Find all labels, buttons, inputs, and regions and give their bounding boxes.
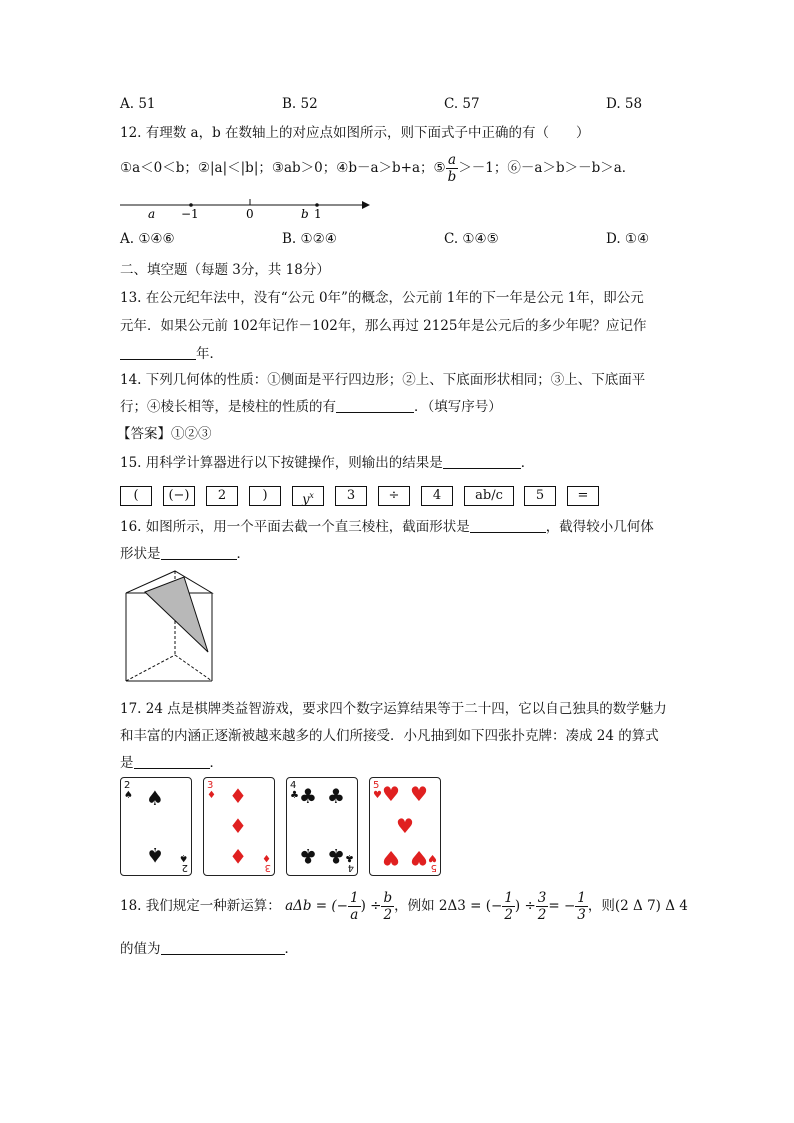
- card-rank: 4: [347, 862, 354, 873]
- q13-line1: 13. 在公元纪年法中，没有“公元 0年”的概念，公元前 1年的下一年是公元 1年，即公元: [120, 290, 644, 306]
- spade-icon: ♠: [179, 852, 188, 863]
- q16-line2-suffix: ．: [236, 546, 250, 562]
- q16-line1-prefix: 16. 如图所示，用一个平面去截一个直三棱柱，截面形状是: [120, 519, 470, 535]
- frac-num: 1: [577, 890, 586, 906]
- club-icon: ♣: [327, 844, 345, 868]
- q18-ex-frac2: [536, 890, 549, 923]
- calc-key-equals: =: [567, 486, 599, 506]
- power-sup: x: [309, 491, 314, 500]
- calc-key-5: 5: [524, 486, 556, 506]
- q17-answer-blank[interactable]: [134, 754, 210, 769]
- q12-option-a: A. ①④⑥: [120, 231, 175, 247]
- spade-icon: ♠: [146, 786, 164, 810]
- heart-icon: ♥: [410, 782, 428, 806]
- q12-fraction: [446, 152, 459, 185]
- q16-line1-suffix: ，截得较小几何体: [545, 519, 654, 535]
- heart-icon: ♥: [382, 846, 400, 870]
- frac-num: 1: [504, 890, 513, 906]
- club-icon: ♣: [327, 784, 345, 808]
- q17-line2: 和丰富的内涵正逐渐被越来越多的人们所接受．小凡抽到如下四张扑克牌：凑成 24 的算式: [120, 728, 659, 744]
- calc-key-open-paren: (: [120, 486, 152, 506]
- q17-line3-suffix: ．: [209, 755, 223, 771]
- q14-answer: 【答案】①②③: [117, 426, 212, 442]
- prism-hidden-right-base-edge: [175, 655, 212, 681]
- q12-option-d: D. ①④: [606, 231, 650, 247]
- q13-line3: [120, 342, 223, 362]
- heart-icon: ♥: [373, 790, 382, 801]
- q11-option-a: A. 51: [120, 96, 156, 112]
- q12-frac-num: a: [446, 152, 459, 169]
- q18-def-frac1: [348, 890, 361, 923]
- calc-key-divide: ÷: [378, 486, 410, 506]
- q18-def-mid: ) ÷: [360, 898, 382, 914]
- axis-label-b: b: [301, 207, 309, 221]
- q11-option-b: B. 52: [282, 96, 318, 112]
- card-rank: 2: [124, 780, 131, 791]
- q11-option-d: D. 58: [606, 96, 643, 112]
- q16-line2: [120, 542, 250, 562]
- power-base: y: [302, 492, 310, 508]
- club-icon: ♣: [299, 844, 317, 868]
- calc-key-4: 4: [421, 486, 453, 506]
- card-2-spades: [120, 777, 192, 876]
- q12-option-c: C. ①④⑤: [444, 231, 499, 247]
- card-rank: 5: [373, 780, 380, 791]
- q18-def-left: aΔb = (−: [285, 898, 348, 914]
- heart-icon: ♥: [428, 852, 437, 863]
- diamond-icon: ♦: [262, 852, 271, 863]
- prism-figure: [120, 567, 220, 685]
- q18-line2-prefix: 的值为: [120, 941, 161, 957]
- q13-line2: 元年．如果公元前 102年记作－102年，那么再过 2125年是公元后的多少年呢？应记作: [120, 318, 647, 334]
- q14-line2-suffix: ．（填写序号）: [414, 399, 502, 415]
- q15-stem: [120, 451, 534, 471]
- q15-stem-suffix: ．: [520, 455, 535, 471]
- frac-num: 1: [349, 890, 359, 906]
- calc-key-close-paren: ): [249, 486, 281, 506]
- q15-stem-prefix: 15. 用科学计算器进行以下按键操作，则输出的结果是: [120, 455, 443, 471]
- card-4-clubs: [286, 777, 358, 876]
- card-rank: 4: [290, 780, 297, 791]
- q18-example-prefix: ，例如 2Δ3 = (−: [394, 898, 503, 914]
- card-3-diamonds: [203, 777, 275, 876]
- heart-icon: ♥: [410, 846, 428, 870]
- card-5-hearts: [369, 777, 441, 876]
- number-line: [118, 194, 373, 224]
- frac-num: b: [383, 890, 393, 906]
- q16-blank1[interactable]: [470, 518, 546, 533]
- heart-icon: ♥: [396, 814, 414, 838]
- calc-key-fraction: ab/c: [464, 486, 514, 506]
- section2-title: 二、填空题（每题 3分，共 18分）: [120, 262, 330, 278]
- frac-den: 3: [577, 907, 586, 923]
- q14-line2: [120, 395, 502, 415]
- q13-answer-blank[interactable]: [120, 345, 196, 360]
- diamond-icon: ♦: [229, 784, 247, 808]
- cross-section-triangle: [145, 577, 208, 652]
- q18-line1: [120, 890, 688, 923]
- frac-den: a: [350, 907, 359, 923]
- q12-option-b: B. ①②④: [282, 231, 337, 247]
- q11-option-c: C. 57: [444, 96, 480, 112]
- club-icon: ♣: [290, 790, 299, 801]
- axis-label-neg1: −1: [181, 207, 199, 221]
- calc-key-3: 3: [335, 486, 367, 506]
- prism-hidden-left-base-edge: [126, 655, 175, 681]
- q17-line3: [120, 751, 223, 771]
- club-icon: ♣: [345, 852, 354, 863]
- q18-answer-blank[interactable]: [161, 940, 285, 955]
- heart-icon: ♥: [382, 782, 400, 806]
- q18-line2: [120, 937, 298, 957]
- axis-label-a: a: [148, 207, 156, 221]
- spade-icon: ♠: [124, 790, 133, 801]
- q17-line1: 17. 24 点是棋牌类益智游戏，要求四个数字运算结果等于二十四，它以自己独具的数学魅力: [120, 701, 667, 717]
- q16-line1: [120, 515, 654, 535]
- card-rank: 2: [181, 862, 188, 873]
- q14-line2-prefix: 行；④棱长相等，是棱柱的性质的有: [120, 399, 336, 415]
- axis-label-zero: 0: [246, 207, 254, 221]
- frac-den: 2: [383, 907, 393, 923]
- q18-def-frac2: [381, 890, 394, 923]
- diamond-icon: ♦: [229, 814, 247, 838]
- frac-num: 3: [537, 890, 547, 906]
- calc-key-negative: (−): [163, 486, 195, 506]
- q15-answer-blank[interactable]: [443, 454, 521, 469]
- q18-prefix: 18. 我们规定一种新运算：: [120, 898, 281, 914]
- calc-key-2: 2: [206, 486, 238, 506]
- card-rank: 5: [430, 862, 437, 873]
- q12-expr-part2: ＞－1；⑥－a＞b＞－b＞a．: [458, 160, 636, 176]
- q16-line2-prefix: 形状是: [120, 546, 161, 562]
- card-rank: 3: [264, 862, 271, 873]
- q16-blank2[interactable]: [161, 545, 237, 560]
- q18-tail: ，则(2 Δ 7) Δ 4: [587, 898, 688, 914]
- q18-ex-frac3: [575, 890, 588, 923]
- q13-line3-suffix: 年．: [196, 346, 223, 362]
- spade-icon: ♠: [146, 843, 164, 867]
- q18-line2-suffix: ．: [284, 941, 298, 957]
- q12-frac-den: b: [447, 169, 457, 185]
- number-line-arrow: [362, 201, 370, 209]
- q12-expression: [120, 152, 635, 185]
- club-icon: ♣: [299, 784, 317, 808]
- frac-den: 2: [537, 907, 547, 923]
- q14-line1: 14. 下列几何体的性质：①侧面是平行四边形；②上、下底面形状相同；③上、下底面平: [120, 372, 646, 388]
- q18-ex-mid: ) ÷: [514, 898, 536, 914]
- calc-key-power: [292, 486, 324, 506]
- frac-den: 2: [504, 907, 513, 923]
- q12-stem: 12. 有理数 a，b 在数轴上的对应点如图所示，则下面式子中正确的有（ ）: [120, 125, 590, 141]
- q14-answer-blank[interactable]: [336, 398, 414, 413]
- q18-ex-frac1: [502, 890, 515, 923]
- axis-label-one: 1: [314, 207, 322, 221]
- q12-expr-part1: ①a＜0＜b；②|a|＜|b|；③ab＞0；④b－a＞b+a；⑤: [120, 160, 446, 176]
- diamond-icon: ♦: [229, 844, 247, 868]
- q17-line3-prefix: 是: [120, 755, 134, 771]
- diamond-icon: ♦: [207, 790, 216, 801]
- q18-ex-eq: = −: [548, 898, 576, 914]
- card-rank: 3: [207, 780, 214, 791]
